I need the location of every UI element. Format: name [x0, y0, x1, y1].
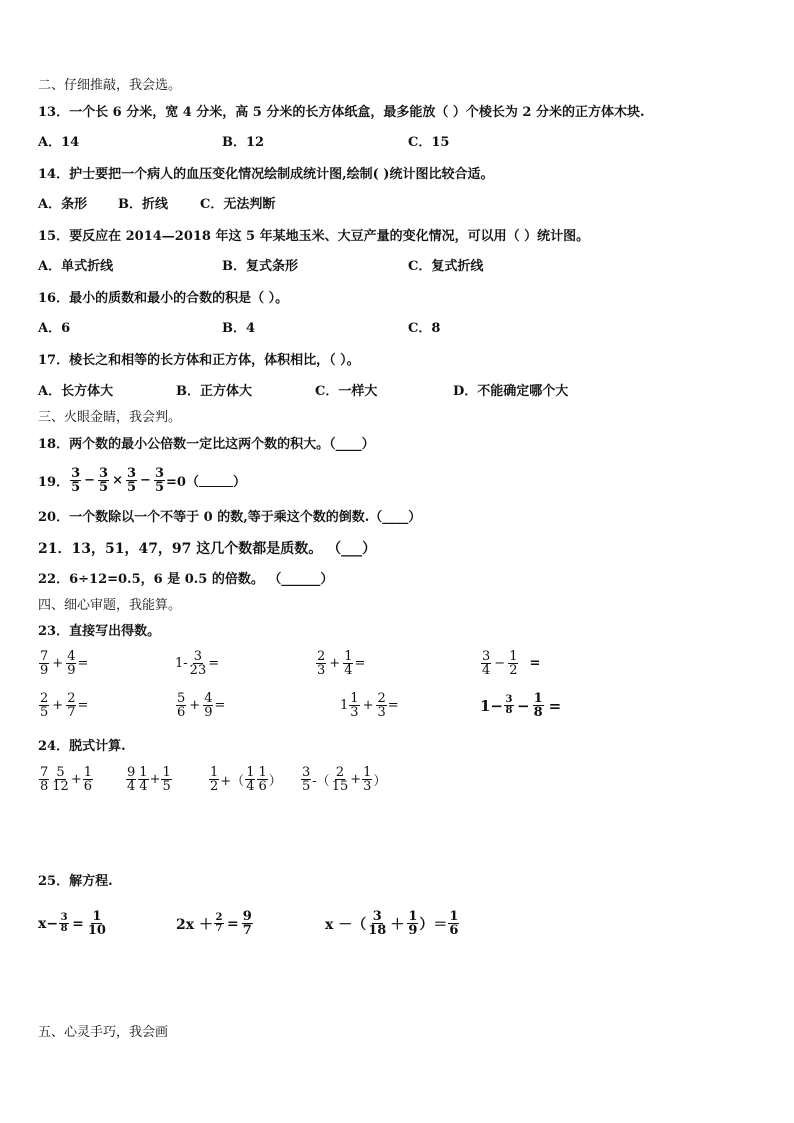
q23-item-5: 2 5 + $\frac{2}{7}$ = — [40, 691, 89, 720]
q24-expression-1: 7 8 5 12 + $\frac{1}{6}$ — [40, 765, 93, 794]
fraction: $\frac{2}{3}$ — [377, 691, 386, 720]
fraction: 1 6 — [258, 765, 267, 794]
fraction: 2 3 — [317, 649, 326, 678]
q23-item-3: 2 3 + $\frac{1}{4}$ = — [317, 649, 366, 678]
fraction: $\frac{1}{4}$ — [344, 649, 353, 678]
fraction: $\frac{3}{8}$ — [60, 912, 68, 934]
q25-title: 25．解方程. — [38, 874, 113, 889]
fraction: $\frac{1}{6}$ — [83, 765, 93, 794]
q25-equation-1: x− $\frac{3}{8}$ = $\frac{1}{10}$ — [38, 909, 106, 938]
fraction: 7 9 — [40, 649, 49, 678]
q23-title: 23．直接写出得数。 — [38, 624, 161, 639]
fraction: $\frac{3}{5}$ — [127, 465, 137, 495]
q16-option-b: B．4 — [222, 321, 256, 336]
section-4-title: 四、细心审题，我能算。 — [38, 598, 182, 613]
q15-option-c: C．复式折线 — [408, 259, 484, 274]
fraction: $\frac{3}{5}$ — [99, 465, 109, 495]
q15-option-a: A．单式折线 — [38, 259, 114, 274]
q23-item-1: 7 9 + $\frac{4}{9}$ = — [40, 649, 89, 678]
question-18: 18．两个数的最小公倍数一定比这两个数的积大。（____） — [38, 437, 375, 452]
fraction: $\frac{3}{8}$ — [505, 694, 513, 716]
section-5-title: 五、心灵手巧，我会画 — [38, 1025, 169, 1040]
question-17: 17．棱长之和相等的长方体和正方体，体积相比，（ ）。 — [38, 353, 360, 368]
q24-expression-3: 1 2 +（ 1 4 1 6 ） — [210, 765, 282, 794]
question-13: 13．一个长 6 分米，宽 4 分米，高 5 分米的长方体纸盒，最多能放（ ）个棱长为 2 分米的正方体木块. — [38, 105, 645, 120]
section-3-title: 三、火眼金睛，我会判。 — [38, 410, 182, 425]
q14-option-c: C．无法判断 — [200, 197, 276, 212]
fraction: 9 4 — [127, 765, 136, 794]
q17-option-d: D．不能确定哪个大 — [453, 384, 569, 399]
fraction: $\frac{3}{23}$ — [189, 649, 207, 678]
q13-option-c: C．15 — [408, 135, 450, 150]
question-22: 22．6÷12=0.5，6 是 0.5 的倍数。 （______） — [38, 572, 334, 587]
fraction: 7 8 — [40, 765, 49, 794]
q19-number: 19． — [38, 474, 70, 490]
q24-expression-4: 3 5 -（ 2 15 + $\frac{1}{3}$ ） — [302, 765, 387, 794]
q25-equation-3: x －（ 3 18 ＋ 1 9 ）＝ 1 6 — [325, 909, 459, 938]
fraction: $\frac{1}{2}$ — [509, 649, 518, 678]
q24-expression-2: 9 4 1 4 + $\frac{1}{5}$ — [127, 765, 171, 794]
question-15: 15．要反应在 2014—2018 年这 5 年某地玉米、大豆产量的变化情况，可以用（ ）统计图。 — [38, 229, 590, 244]
question-14: 14．护士要把一个病人的血压变化情况绘制成统计图,绘制( )统计图比较合适。 — [38, 167, 494, 182]
fraction: $\frac{3}{5}$ — [154, 465, 164, 495]
fraction: $\frac{1}{5}$ — [162, 765, 171, 794]
q13-option-b: B．12 — [222, 135, 265, 150]
q15-option-b: B．复式条形 — [222, 259, 298, 274]
fraction: 2 5 — [40, 691, 49, 720]
q17-option-b: B．正方体大 — [176, 384, 252, 399]
fraction: 2 15 — [331, 765, 349, 794]
fraction: $\frac{1}{10}$ — [87, 909, 106, 938]
q23-item-7: 1 1 3 + $\frac{2}{3}$ = — [340, 691, 399, 720]
fraction: 5 12 — [52, 765, 69, 794]
q16-option-a: A．6 — [38, 321, 71, 336]
fraction: 1 9 — [408, 909, 418, 938]
fraction: 1 6 — [449, 909, 459, 938]
q17-option-a: A．长方体大 — [38, 384, 114, 399]
q14-option-a: A．条形 — [38, 197, 88, 212]
fraction: $\frac{9}{7}$ — [242, 909, 252, 938]
fraction: 1 4 — [139, 765, 148, 794]
question-21: 21．13，51，47，97 这几个数都是质数。 （___） — [38, 541, 377, 557]
q16-option-c: C．8 — [408, 321, 441, 336]
q23-item-4: 3 4 − $\frac{1}{2}$ = — [482, 649, 541, 678]
q13-option-a: A．14 — [38, 135, 80, 150]
fraction: $\frac{2}{7}$ — [215, 912, 223, 934]
fraction: $\frac{4}{9}$ — [204, 691, 213, 720]
q24-title: 24．脱式计算. — [38, 739, 126, 754]
q25-equation-2: 2x ＋ $\frac{2}{7}$ = $\frac{9}{7}$ — [176, 909, 252, 938]
fraction: 1 4 — [246, 765, 255, 794]
fraction: 1 3 — [350, 691, 359, 720]
fraction: 1 2 — [210, 765, 219, 794]
q23-item-2: 1- $\frac{3}{23}$ = — [175, 649, 220, 678]
fraction: 3 18 — [368, 909, 387, 938]
q23-item-8: 1− $\frac{3}{8}$ − $\frac{1}{8}$ = — [480, 691, 562, 720]
q23-item-6: 5 6 + $\frac{4}{9}$ = — [177, 691, 226, 720]
q14-option-b: B．折线 — [118, 197, 168, 212]
fraction: 5 6 — [177, 691, 186, 720]
fraction: 3 5 — [302, 765, 311, 794]
question-19: 19． 3 5 − $\frac{3}{5}$ × $\frac{3}{5}$ − $\frac{3}{5}$ =0（ ） — [38, 465, 246, 495]
section-2-title: 二、仔细推敲，我会选。 — [38, 78, 182, 93]
fraction: $\frac{2}{7}$ — [67, 691, 76, 720]
fraction: $\frac{1}{8}$ — [533, 691, 543, 720]
answer-blank[interactable] — [199, 474, 233, 487]
question-16: 16．最小的质数和最小的合数的积是（ ）。 — [38, 291, 289, 306]
fraction: 3 5 — [71, 465, 81, 495]
fraction: $\frac{1}{3}$ — [363, 765, 372, 794]
fraction: 3 4 — [482, 649, 491, 678]
q17-option-c: C．一样大 — [315, 384, 378, 399]
question-20: 20．一个数除以一个不等于 0 的数,等于乘这个数的倒数.（____） — [38, 510, 422, 525]
fraction: $\frac{4}{9}$ — [67, 649, 76, 678]
